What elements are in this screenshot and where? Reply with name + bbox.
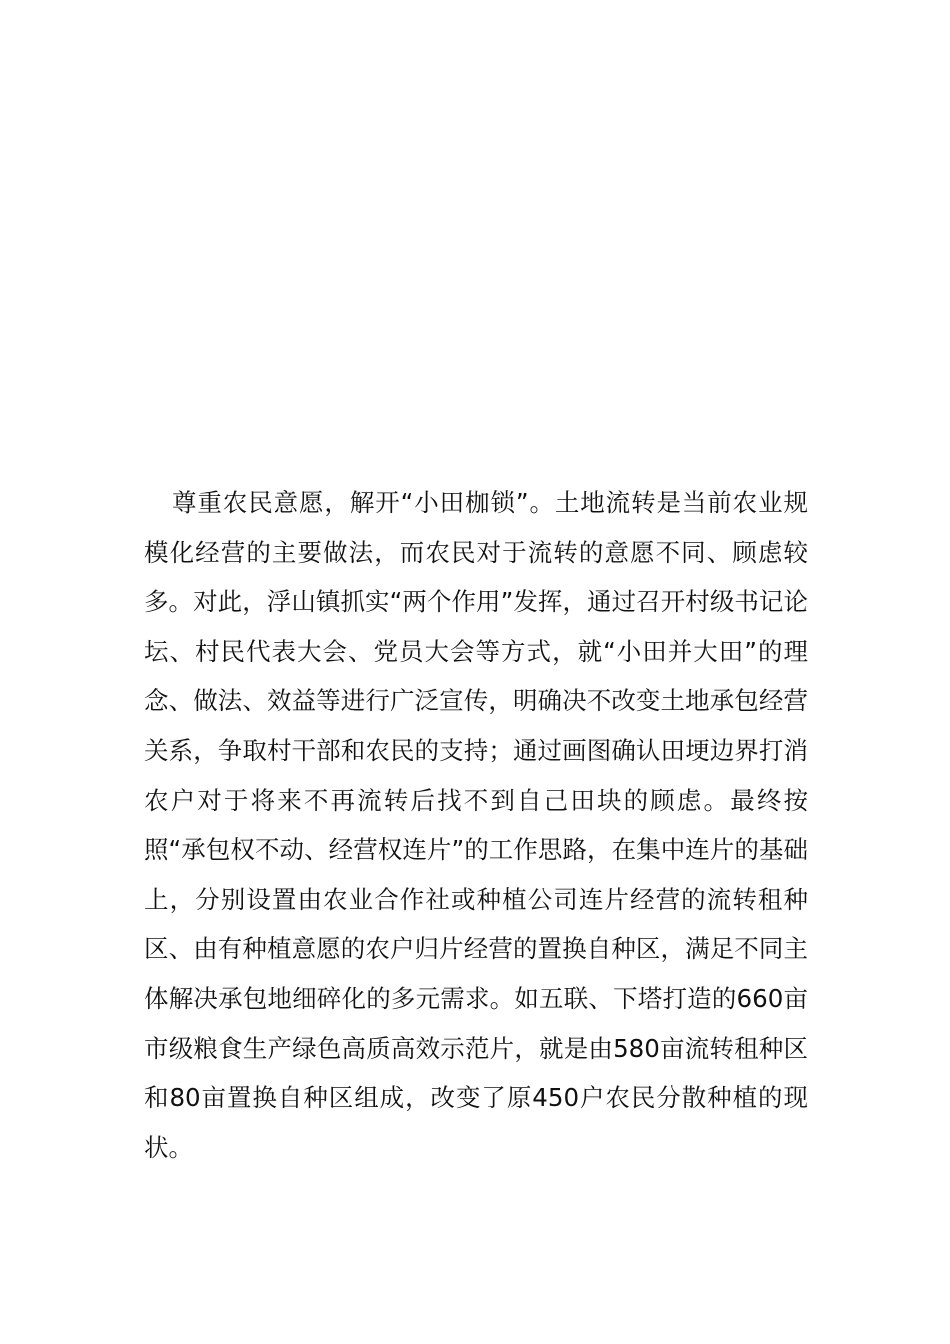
body-paragraph: 尊重农民意愿，解开“小田枷锁”。土地流转是当前农业规模化经营的主要做法，而农民对于流转的意愿不同、顾虑较多。对此，浮山镇抓实“两个作用”发挥，通过召开村级书记论坛、村民代表大会、党员大会等方式，就“小田并大田”的理念、做法、效益等进行广泛宣传，明确决不改变土地承包经营关系，争取村干部和农民的支持；通过画图确认田埂边界打消农户对于将来不再流转后找不到自己田块的顾虑。最终按照“承包权不动、经营权连片”的工作思路，在集中连片的基础上，分别设置由农业合作社或种植公司连片经营的流转租种区、由有种植意愿的农户归片经营的置换自种区，满足不同主体解决承包地细碎化的多元需求。如五联、下塔打造的660亩市级粮食生产绿色高质高效示范片，就是由580亩流转租种区和80亩置换自种区组成，改变了原450户农民分散种植的现状。	[144, 488, 808, 1162]
